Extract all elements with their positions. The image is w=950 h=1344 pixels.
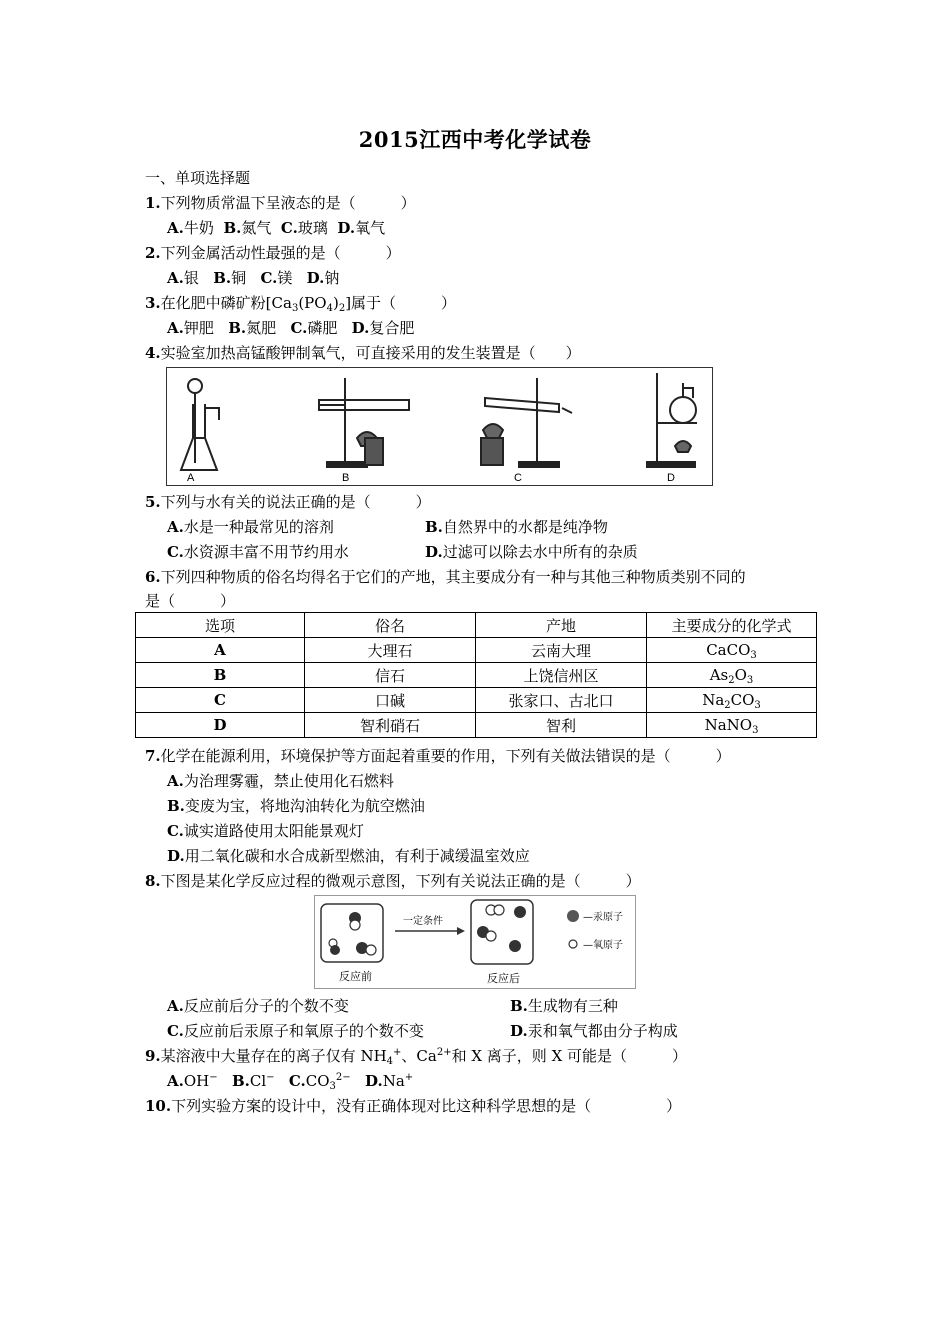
apparatus-figure: [166, 367, 713, 486]
question-8: 8.下图是某化学反应过程的微观示意图，下列有关说法正确的是（ ）: [145, 872, 641, 890]
page-title: 2015江西中考化学试卷: [358, 127, 592, 152]
question-9: 9.某溶液中大量存在的离子仅有 $NH_4^+$、$Ca^{2+}$和 X 离子，则 X 可能是（ ）: [145, 1047, 688, 1067]
question-7-option-b: B.变废为宝，将地沟油转化为航空燃油: [167, 797, 425, 815]
apparatus-label-d: D: [667, 472, 675, 484]
table-cell: 大理石: [305, 638, 476, 663]
reaction-figure: [314, 895, 636, 989]
question-7: 7.化学在能源利用，环境保护等方面起着重要的作用，下列有关做法错误的是（ ）: [145, 747, 731, 765]
table-row: [136, 638, 817, 663]
question-2-options: A.银 B.铜 C.镁 D.钠: [167, 269, 340, 287]
question-6: 6.下列四种物质的俗名均得名于它们的产地，其主要成分有一种与其他三种物质类别不同的: [145, 568, 746, 586]
table-cell: C: [136, 688, 305, 713]
table-cell: 信石: [305, 663, 476, 688]
question-8-option-b: B.生成物有三种: [510, 997, 618, 1015]
question-5-option-a: A.水是一种最常见的溶剂: [167, 518, 334, 536]
table-header: 选项: [136, 613, 305, 638]
table-cell: B: [136, 663, 305, 688]
question-7-option-d: D.用二氧化碳和水合成新型燃油，有利于减缓温室效应: [167, 847, 530, 865]
apparatus-a-flask: [181, 438, 217, 470]
question-1: 1.下列物质常温下呈液态的是（ ）: [145, 194, 416, 212]
question-5-option-c: C.水资源丰富不用节约用水: [167, 543, 349, 561]
table-row: [136, 688, 817, 713]
question-5-option-b: B.自然界中的水都是纯净物: [425, 518, 608, 536]
question-8-option-c: C.反应前后汞原子和氧原子的个数不变: [167, 1022, 424, 1040]
legend-oxygen: —氧原子: [583, 940, 623, 951]
table-cell: 张家口、古北口: [476, 688, 647, 713]
table-row: [136, 713, 817, 738]
before-label: 反应前: [339, 970, 372, 983]
reaction-diagram: [315, 896, 635, 988]
question-10: 10.下列实验方案的设计中，没有正确体现对比这种科学思想的是（ ）: [145, 1097, 682, 1115]
table-header: 产地: [476, 613, 647, 638]
table-cell: D: [136, 713, 305, 738]
apparatus-label-a: A: [187, 472, 195, 484]
arrow-label: 一定条件: [403, 916, 443, 927]
question-1-options: A.牛奶 B.氮气 C.玻璃 D.氧气: [167, 219, 386, 237]
question-2: 2.下列金属活动性最强的是（ ）: [145, 244, 401, 262]
apparatus-label-c: C: [514, 472, 522, 484]
table-cell: 智利: [476, 713, 647, 738]
question-3-options: A.钾肥 B.氮肥 C.磷肥 D.复合肥: [167, 319, 415, 337]
question-6-line2: 是（ ）: [145, 592, 236, 610]
question-8-option-d: D.汞和氧气都由分子构成: [510, 1022, 678, 1040]
table-header: 俗名: [305, 613, 476, 638]
question-4: 4.实验室加热高锰酸钾制氧气，可直接采用的发生装置是（ ）: [145, 344, 581, 362]
section-heading: 一、单项选择题: [145, 169, 251, 187]
table-cell: $As_2O_3$: [647, 663, 817, 688]
table-row: [136, 663, 817, 688]
table-cell: A: [136, 638, 305, 663]
question-7-option-c: C.诚实道路使用太阳能景观灯: [167, 822, 364, 840]
question-7-option-a: A.为治理雾霾，禁止使用化石燃料: [167, 772, 394, 790]
question-3: 3.在化肥中磷矿粉$[Ca_3(PO_4)_2]$属于（ ）: [145, 294, 457, 314]
apparatus-drawing: [167, 368, 712, 485]
table-cell: CaCO$_3$: [647, 638, 817, 663]
mineral-table: [135, 612, 817, 738]
table-cell: NaNO$_3$: [647, 713, 817, 738]
after-label: 反应后: [487, 972, 520, 985]
table-cell: 上饶信州区: [476, 663, 647, 688]
question-5-option-d: D.过滤可以除去水中所有的杂质: [425, 543, 638, 561]
table-header-row: [136, 613, 817, 638]
legend-mercury: —汞原子: [583, 912, 623, 923]
question-5: 5.下列与水有关的说法正确的是（ ）: [145, 493, 431, 511]
question-8-option-a: A.反应前后分子的个数不变: [167, 997, 349, 1015]
table-header: 主要成分的化学式: [647, 613, 817, 638]
table-cell: 智利硝石: [305, 713, 476, 738]
table-cell: 口碱: [305, 688, 476, 713]
table-cell: $Na_2CO_3$: [647, 688, 817, 713]
table-cell: 云南大理: [476, 638, 647, 663]
apparatus-label-b: B: [342, 472, 350, 484]
question-9-options: A.OH− B.Cl− $C.CO_3^{2-}$ D.Na+: [167, 1072, 414, 1092]
